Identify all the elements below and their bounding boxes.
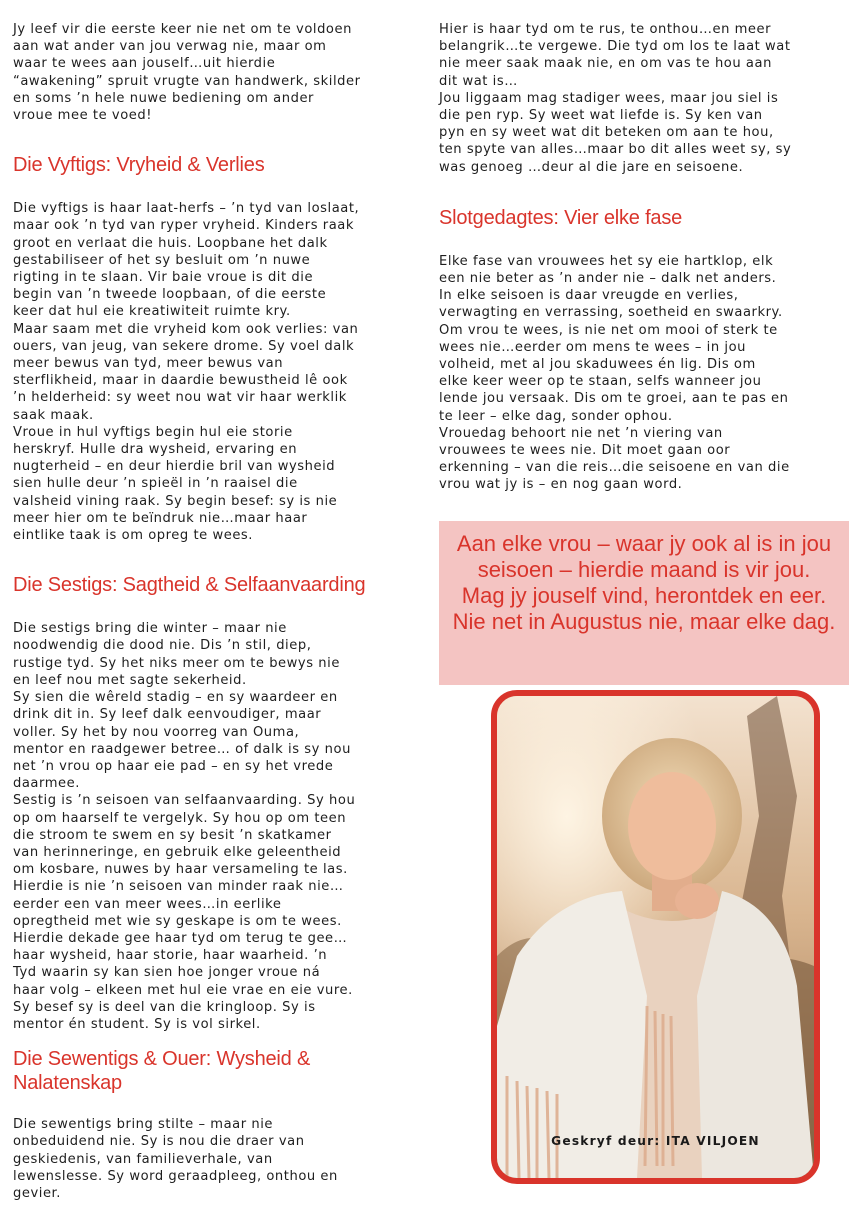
- fifties-paragraph-3: Vroue in hul vyftigs begin hul eie storie herskryf. Hulle dra wysheid, ervaring en nugterheid – en deur hierdie bril van wysheid sien hulle deur ’n spieël in ’n raaisel die valsheid vining raak. Sy begin besef: sy is nie meer hier om te beïndruk nie…maar haar eintlike taak is om opreg te wees.: [13, 424, 338, 544]
- right-column: [439, 21, 849, 494]
- closing-paragraph-2: Vrouedag behoort nie net ’n viering van vrouwees te wees nie. Dit moet gaan oor erkenning – van die reis…die seisoene en van die vrou wat jy is – en nog gaan word.: [439, 425, 790, 493]
- sixties-heading: Die Sestigs: Sagtheid & Selfaanvaarding: [13, 574, 366, 597]
- seventies-heading: Die Sewentigs & Ouer: Wysheid & Nalatenskap: [13, 1048, 311, 1095]
- fifties-heading: Die Vyftigs: Vryheid & Verlies: [13, 154, 265, 177]
- sixties-paragraph-2: Sy sien die wêreld stadig – en sy waardeer en drink dit in. Sy leef dalk eenvoudiger, maar voller. Sy het by nou voorreg van Ouma, mentor en raadgewer betree… of dalk is sy nou net ’n vrou op haar eie pad – en sy het vrede daarmee.: [13, 690, 351, 792]
- pull-quote-box: [439, 521, 849, 685]
- fifties-paragraph-2: Maar saam met die vryheid kom ook verlies: van ouers, van jeug, van sekere drome. Sy voel dalk meer bewus van tyd, meer bewus van sterflikheid, maar in daardie bewustheid lê ook ’n helderheid: sy weet nou wat vir haar werklik saak maak.: [13, 321, 359, 423]
- author-photo-frame: [491, 690, 820, 1184]
- rest-paragraph-1: Hier is haar tyd om te rus, te onthou…en meer belangrik…te vergewe. Die tyd om los te laat wat nie meer saak maak nie, en om vas te hou aan dit wat is…: [439, 22, 791, 89]
- author-photo: [497, 696, 814, 1178]
- pull-quote-line-1: Aan elke vrou – waar jy ook al is in jou seisoen – hierdie maand is vir jou.: [456, 531, 832, 582]
- pull-quote-line-2: Mag jy jouself vind, herontdek en eer. Nie net in Augustus nie, maar elke dag.: [452, 583, 836, 634]
- fifties-paragraph-1: Die vyftigs is haar laat-herfs – ’n tyd van loslaat, maar ook ’n tyd van ryper vryheid. Kinders raak groot en verlaat die huis. Loopbane het dalk gestabiliseer of het sy besluit om ’n nuwe rigting in te slaan. Vir baie vroue is dit die begin van ’n tweede loopbaan, of die eerste keer dat hul eie kreatiwiteit ruimte kry.: [13, 201, 360, 320]
- author-credit: Geskryf deur: ITA VILJOEN: [551, 1134, 760, 1148]
- left-column: [13, 21, 418, 1202]
- closing-paragraph-1: Elke fase van vrouwees het sy eie hartklop, elk een nie beter as ’n ander nie – dalk net anders. In elke seisoen is daar vreugde en verlies, verwagting en verrassing, soetheid en swaarkry. Om vrou te wees, is nie net om mooi of sterk te wees nie…eerder om mens te wees – in jou volheid, met al jou skaduwees én lig. Dis om elke keer weer op te staan, selfs wanneer jou lende jou versaak. Dis om te groei, aan te pas en te leer – elke dag, sonder ophou.: [439, 253, 789, 424]
- intro-paragraph: Jy leef vir die eerste keer nie net om te voldoen aan wat ander van jou verwag nie, maar om waar te wees aan jouself…uit hierdie “awakening” spruit vrugte van handwerk, skilder en soms ’n hele nuwe bediening om ander vroue mee te voed!: [13, 22, 361, 124]
- sixties-paragraph-3: Sestig is ’n seisoen van selfaanvaarding. Sy hou op om haarself te vergelyk. Sy hou op om teen die stroom te swem en sy besit ’n skatkamer van herinneringe, en gebruik elke geleentheid om kosbare, nuwes by haar versameling te las. Hierdie is nie ’n seisoen van minder raak nie… eerder een van meer wees…in eerlike opregtheid met wie sy geskape is om te wees. Hierdie dekade gee haar tyd om terug te gee… haar wysheid, haar storie, haar waarheid. ’n Tyd waarin sy kan sien hoe jonger vroue ná haar volg – elkeen met hul eie vrae en eie vure. Sy besef sy is deel van die kringloop. Sy is mentor én student. Sy is vol sirkel.: [13, 793, 356, 1032]
- closing-heading: Slotgedagtes: Vier elke fase: [439, 206, 683, 229]
- seventies-paragraph-1: Die sewentigs bring stilte – maar nie onbeduidend nie. Sy is nou die draer van geskiedenis, van familieverhale, van lewenslesse. Sy word geraadpleeg, onthou en gevier.: [13, 1117, 338, 1201]
- rest-paragraph-2: Jou liggaam mag stadiger wees, maar jou siel is die pen ryp. Sy weet wat liefde is. Sy ken van pyn en sy weet wat dit beteken om aan te hou, ten spyte van alles…maar bo dit alles weet sy, sy was genoeg …deur al die jare en seisoene.: [439, 90, 792, 175]
- sixties-paragraph-1: Die sestigs bring die winter – maar nie noodwendig die dood nie. Dis ’n stil, diep, rustige tyd. Sy het niks meer om te bewys nie en leef nou met sagte sekerheid.: [13, 621, 340, 688]
